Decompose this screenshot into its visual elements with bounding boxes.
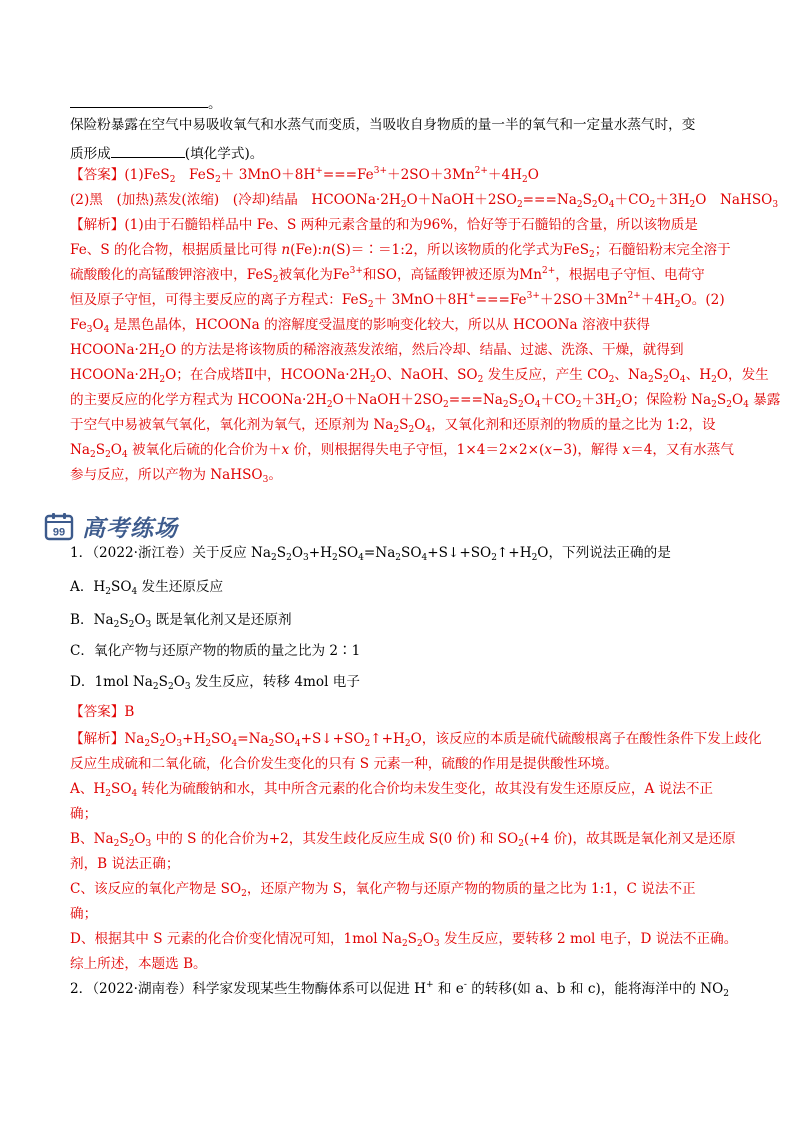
question-line: 1．（2022·浙江卷）关于反应 $Na_2S_2O_3+H_2SO_4=Na_2SO_4+S↓+SO_2↑+H_2O$，下列说法正确的是 [70,545,671,563]
question-line: 2．（2022·湖南卷）科学家发现某些生物酶体系可以促进 H+ 和 e- 的转移(如 a、b 和 c)，能将海洋中的 $NO_2$ [70,980,730,999]
question-line: 确； [70,806,98,822]
question-1-and-answer [70,0,762,1132]
text-line: $HCOONa\cdot 2H_2O$ 的方法是将该物质的稀溶液蒸发浓缩，然后冷却、结晶、过滤、洗涤、干燥，就得到 [70,342,684,360]
text-line: $Na_2S_2O_4$ 被氧化后硫的化合价为＋x 价，则根据得失电子守恒，1×4＝2×2×(x−3)，解得 x＝4，又有水蒸气 [70,442,734,460]
text-line: 。 [70,94,222,112]
text-line: 于空气中易被氧气氧化，氧化剂为氧气，还原剂为 $Na_2S_2O_4$，又氧化剂和还原剂的物质的量之比为 1:2，设 [70,417,716,435]
question-line: A、$H_2SO_4$ 转化为硫酸钠和水，其中所含元素的化合价均未发生变化，故其没有发生还原反应，A 说法不正 [70,781,714,799]
text-line: $Fe_3O_4$ 是黑色晶体，HCOONa 的溶解度受温度的影响变化较大，所以从 HCOONa 溶液中获得 [70,317,650,335]
question-line: 【答案】B [70,704,135,720]
text-line: 硫酸酸化的高锰酸钾溶液中，FeS$_2$被氧化为$Fe^{3+}$和SO，高锰酸钾被还原为$Mn^{2+}$，根据电子守恒、电荷守 [70,266,705,285]
section-title: 高考练场 [82,514,178,542]
question-line: 综上所述，本题选 B。 [70,956,207,972]
question-line: A．$H_2SO_4$ 发生还原反应 [70,579,224,597]
text-line: 保险粉暴露在空气中易吸收氧气和水蒸气而变质，当吸收自身物质的量一半的氧气和一定量水蒸气时，变 [70,117,696,133]
question-line: D．1mol $Na_2S_2O_3$ 发生反应，转移 4mol 电子 [70,674,360,692]
text-line: 恒及原子守恒，可得主要反应的离子方程式：$FeS_2+ 3MnO+8H^+===Fe^{3+}+2SO+3Mn^{2+}+4H_2O$。(2) [70,291,725,310]
question-line: C、该反应的氧化产物是 $SO_2$，还原产物为 S，氧化产物与还原产物的物质的量之比为 1:1，C 说法不正 [70,881,696,899]
text-line: $HCOONa\cdot 2H_2O$；在合成塔Ⅱ中，$HCOONa\cdot 2H_2O$、NaOH、$SO_2$ 发生反应，产生 $CO_2$、$Na_2S_2O_4$、$H_2O$，发生 [70,367,769,385]
text-line: Fe、S 的化合物，根据质量比可得 n(Fe):n(S)＝∶＝1:2，所以该物质的化学式为FeS$_2$；石髓铅粉末完全溶于 [70,242,731,260]
question-line: B．$Na_2S_2O_3$ 既是氧化剂又是还原剂 [70,612,292,630]
question-line: D、根据其中 S 元素的化合价变化情况可知，1mol $Na_2S_2O_3$ 发生反应，要转移 2 mol 电子，D 说法不正确。 [70,931,738,949]
question-line: 剂，B 说法正确； [70,856,180,872]
question-line: B、$Na_2S_2O_3$ 中的 S 的化合价为+2，其发生歧化反应生成 S(0 价) 和 $SO_2(+4$ 价)，故其既是氧化剂又是还原 [70,831,736,849]
question-line: 确； [70,906,98,922]
text-line: 的主要反应的化学方程式为 $HCOONa\cdot 2H_2O+NaOH+2SO_2===Na_2S_2O_4+CO_2+3H_2O$；保险粉 $Na_2S_2O_4$ 暴露 [70,392,781,410]
text-line: 质形成 (填化学式)。 [70,146,264,162]
text-line: 【解析】(1)由于石髓铅样品中 Fe、S 两种元素含量的和为96%，恰好等于石髓铅的含量，所以该物质是 [70,217,698,233]
text-line: (2)黑 (加热)蒸发(浓缩) (冷却)结晶 $HCOONa\cdot 2H_2O+NaOH+2SO_2===Na_2S_2O_4+CO_2+3H_2O$ NaHSO$_3$ [70,192,779,210]
text-line: 参与反应，所以产物为 NaHSO$_3$。 [70,467,282,485]
text-line: 【答案】(1)FeS$_2$ $FeS_2+ 3MnO+8H^+===Fe^{3+}+2SO+3Mn^{2+}+4H_2O$ [70,166,539,185]
svg-text:99: 99 [52,526,66,539]
question-line: C．氧化产物与还原产物的物质的量之比为 2∶1 [70,643,361,659]
question-line: 反应生成硫和二氧化硫，化合价发生变化的只有 S 元素一种，硫酸的作用是提供酸性环境。 [70,756,619,772]
question-line: 【解析】$Na_2S_2O_3+H_2SO_4=Na_2SO_4+S↓+SO_2↑+H_2O$，该反应的本质是硫代硫酸根离子在酸性条件下发上歧化 [70,731,762,749]
